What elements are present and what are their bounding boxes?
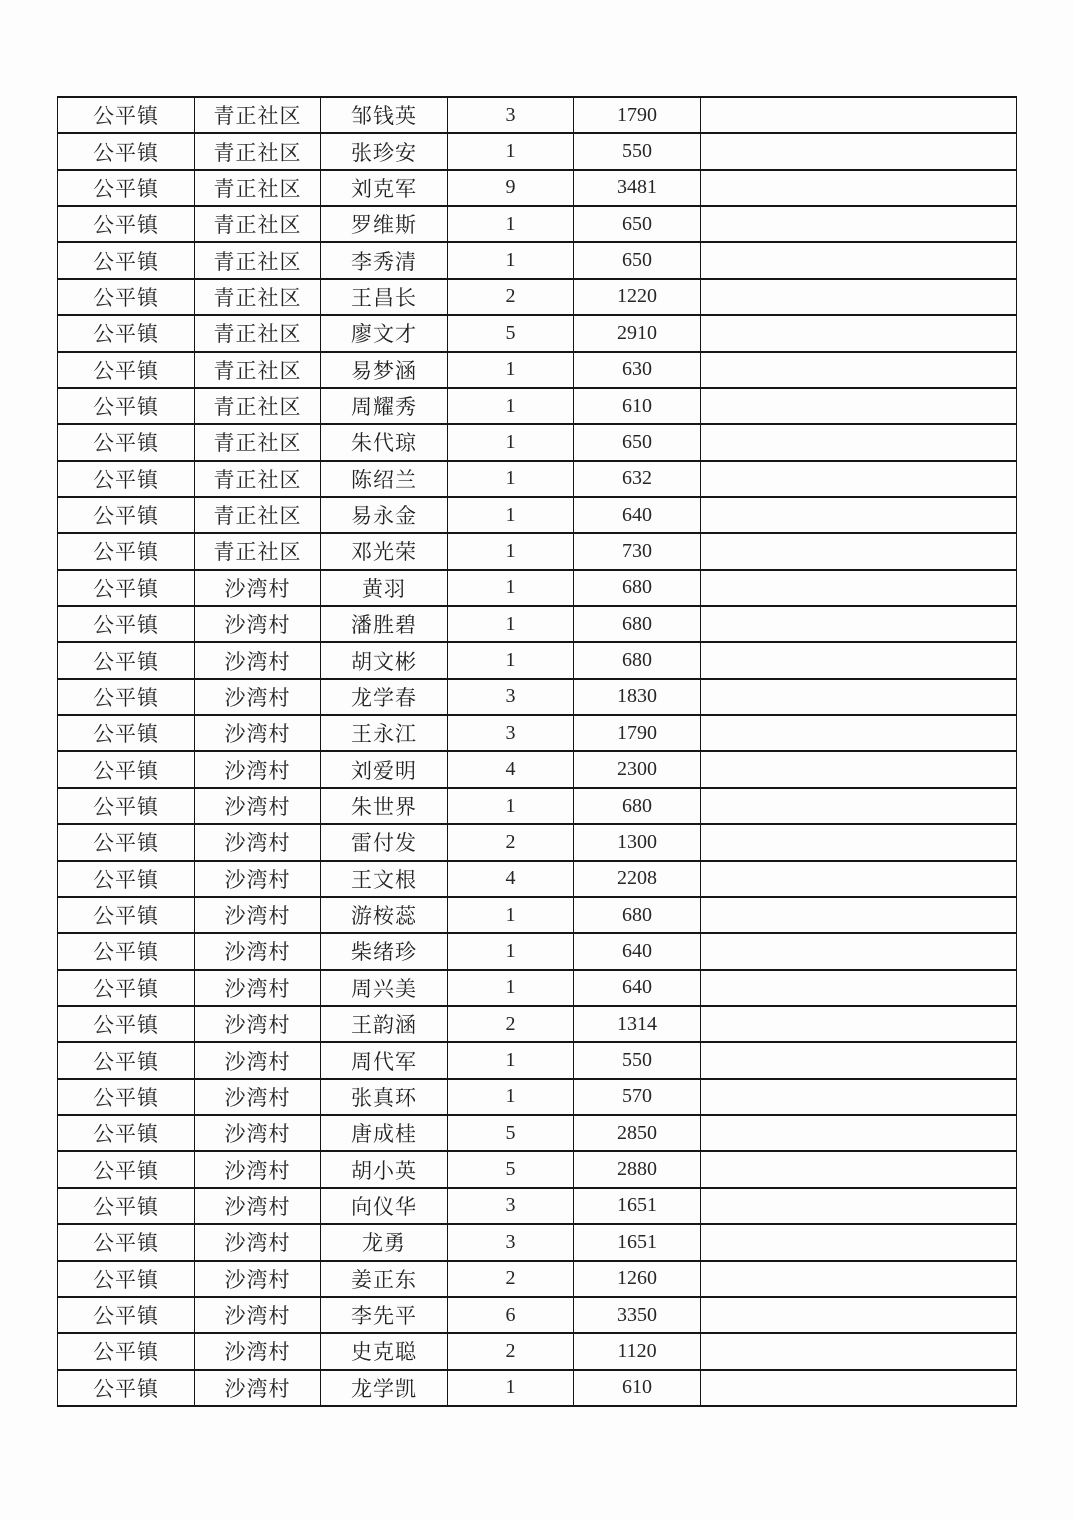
town-cell: 公平镇 — [58, 1297, 195, 1333]
amount-cell: 650 — [574, 424, 701, 460]
note-cell — [701, 715, 1017, 751]
amount-cell: 570 — [574, 1079, 701, 1115]
amount-cell: 2910 — [574, 315, 701, 351]
note-cell — [701, 933, 1017, 969]
table-row — [58, 642, 1017, 678]
amount-cell: 550 — [574, 133, 701, 169]
amount-cell: 610 — [574, 1370, 701, 1406]
town-cell: 公平镇 — [58, 933, 195, 969]
note-cell — [701, 1333, 1017, 1369]
amount-cell: 1651 — [574, 1188, 701, 1224]
town-cell: 公平镇 — [58, 242, 195, 278]
count-cell: 1 — [448, 897, 574, 933]
count-cell: 2 — [448, 824, 574, 860]
table-row — [58, 133, 1017, 169]
community-cell: 沙湾村 — [195, 970, 321, 1006]
person-name-cell: 刘爱明 — [321, 751, 448, 787]
amount-cell: 2300 — [574, 751, 701, 787]
amount-cell: 1300 — [574, 824, 701, 860]
count-cell: 1 — [448, 970, 574, 1006]
community-cell: 沙湾村 — [195, 570, 321, 606]
note-cell — [701, 388, 1017, 424]
town-cell: 公平镇 — [58, 715, 195, 751]
person-name-cell: 龙学春 — [321, 679, 448, 715]
community-cell: 青正社区 — [195, 206, 321, 242]
amount-cell: 680 — [574, 788, 701, 824]
town-cell: 公平镇 — [58, 751, 195, 787]
amount-cell: 640 — [574, 933, 701, 969]
note-cell — [701, 1079, 1017, 1115]
person-name-cell: 黄羽 — [321, 570, 448, 606]
person-name-cell: 王永江 — [321, 715, 448, 751]
amount-cell: 640 — [574, 970, 701, 1006]
count-cell: 3 — [448, 97, 574, 133]
table-row — [58, 1261, 1017, 1297]
note-cell — [701, 279, 1017, 315]
count-cell: 4 — [448, 861, 574, 897]
count-cell: 1 — [448, 1079, 574, 1115]
amount-cell: 630 — [574, 352, 701, 388]
person-name-cell: 姜正东 — [321, 1261, 448, 1297]
person-name-cell: 邹钱英 — [321, 97, 448, 133]
table-row — [58, 824, 1017, 860]
count-cell: 3 — [448, 715, 574, 751]
community-cell: 青正社区 — [195, 315, 321, 351]
community-cell: 沙湾村 — [195, 1297, 321, 1333]
person-name-cell: 龙勇 — [321, 1224, 448, 1260]
town-cell: 公平镇 — [58, 570, 195, 606]
person-name-cell: 唐成桂 — [321, 1115, 448, 1151]
person-name-cell: 向仪华 — [321, 1188, 448, 1224]
community-cell: 青正社区 — [195, 133, 321, 169]
table-row — [58, 242, 1017, 278]
community-cell: 沙湾村 — [195, 1261, 321, 1297]
count-cell: 1 — [448, 642, 574, 678]
town-cell: 公平镇 — [58, 279, 195, 315]
count-cell: 1 — [448, 424, 574, 460]
note-cell — [701, 1006, 1017, 1042]
town-cell: 公平镇 — [58, 1224, 195, 1260]
note-cell — [701, 679, 1017, 715]
table-row — [58, 861, 1017, 897]
table-row — [58, 715, 1017, 751]
count-cell: 1 — [448, 352, 574, 388]
person-name-cell: 柴绪珍 — [321, 933, 448, 969]
town-cell: 公平镇 — [58, 424, 195, 460]
town-cell: 公平镇 — [58, 1006, 195, 1042]
amount-cell: 730 — [574, 533, 701, 569]
amount-cell: 2208 — [574, 861, 701, 897]
note-cell — [701, 1370, 1017, 1406]
person-name-cell: 龙学凯 — [321, 1370, 448, 1406]
table-row — [58, 570, 1017, 606]
amount-cell: 640 — [574, 497, 701, 533]
table-row — [58, 606, 1017, 642]
person-name-cell: 游桉蕊 — [321, 897, 448, 933]
person-name-cell: 邓光荣 — [321, 533, 448, 569]
table-row — [58, 1333, 1017, 1369]
table-row — [58, 679, 1017, 715]
community-cell: 青正社区 — [195, 497, 321, 533]
community-cell: 青正社区 — [195, 352, 321, 388]
table-row — [58, 1151, 1017, 1187]
table-row — [58, 933, 1017, 969]
person-name-cell: 张珍安 — [321, 133, 448, 169]
town-cell: 公平镇 — [58, 1333, 195, 1369]
note-cell — [701, 788, 1017, 824]
note-cell — [701, 1224, 1017, 1260]
table-row — [58, 1006, 1017, 1042]
town-cell: 公平镇 — [58, 824, 195, 860]
person-name-cell: 朱世界 — [321, 788, 448, 824]
town-cell: 公平镇 — [58, 352, 195, 388]
community-cell: 沙湾村 — [195, 788, 321, 824]
person-name-cell: 周耀秀 — [321, 388, 448, 424]
person-name-cell: 廖文才 — [321, 315, 448, 351]
town-cell: 公平镇 — [58, 606, 195, 642]
community-cell: 沙湾村 — [195, 1224, 321, 1260]
amount-cell: 1790 — [574, 715, 701, 751]
town-cell: 公平镇 — [58, 1079, 195, 1115]
note-cell — [701, 315, 1017, 351]
amount-cell: 1314 — [574, 1006, 701, 1042]
table-row — [58, 170, 1017, 206]
note-cell — [701, 1188, 1017, 1224]
note-cell — [701, 133, 1017, 169]
amount-cell: 1220 — [574, 279, 701, 315]
note-cell — [701, 97, 1017, 133]
table-row — [58, 1042, 1017, 1078]
table-row — [58, 1188, 1017, 1224]
note-cell — [701, 970, 1017, 1006]
count-cell: 4 — [448, 751, 574, 787]
community-cell: 青正社区 — [195, 97, 321, 133]
note-cell — [701, 1115, 1017, 1151]
count-cell: 1 — [448, 388, 574, 424]
count-cell: 1 — [448, 497, 574, 533]
table-row — [58, 424, 1017, 460]
town-cell: 公平镇 — [58, 788, 195, 824]
town-cell: 公平镇 — [58, 679, 195, 715]
town-cell: 公平镇 — [58, 1370, 195, 1406]
town-cell: 公平镇 — [58, 1261, 195, 1297]
person-name-cell: 胡文彬 — [321, 642, 448, 678]
table-row — [58, 970, 1017, 1006]
note-cell — [701, 461, 1017, 497]
table-row — [58, 897, 1017, 933]
amount-cell: 1120 — [574, 1333, 701, 1369]
amount-cell: 2880 — [574, 1151, 701, 1187]
count-cell: 9 — [448, 170, 574, 206]
table-row — [58, 461, 1017, 497]
person-name-cell: 罗维斯 — [321, 206, 448, 242]
amount-cell: 680 — [574, 642, 701, 678]
community-cell: 沙湾村 — [195, 1370, 321, 1406]
town-cell: 公平镇 — [58, 970, 195, 1006]
count-cell: 2 — [448, 1333, 574, 1369]
amount-cell: 610 — [574, 388, 701, 424]
note-cell — [701, 606, 1017, 642]
table-row — [58, 206, 1017, 242]
community-cell: 青正社区 — [195, 242, 321, 278]
note-cell — [701, 1261, 1017, 1297]
count-cell: 1 — [448, 206, 574, 242]
person-name-cell: 胡小英 — [321, 1151, 448, 1187]
count-cell: 1 — [448, 788, 574, 824]
community-cell: 沙湾村 — [195, 1333, 321, 1369]
count-cell: 1 — [448, 533, 574, 569]
table-row — [58, 388, 1017, 424]
person-name-cell: 朱代琼 — [321, 424, 448, 460]
amount-cell: 1651 — [574, 1224, 701, 1260]
count-cell: 1 — [448, 242, 574, 278]
town-cell: 公平镇 — [58, 1042, 195, 1078]
town-cell: 公平镇 — [58, 97, 195, 133]
community-cell: 沙湾村 — [195, 606, 321, 642]
table-row — [58, 1297, 1017, 1333]
note-cell — [701, 206, 1017, 242]
table-row — [58, 315, 1017, 351]
table-row — [58, 1224, 1017, 1260]
table-row — [58, 352, 1017, 388]
table-row — [58, 97, 1017, 133]
person-name-cell: 周代军 — [321, 1042, 448, 1078]
count-cell: 5 — [448, 1115, 574, 1151]
person-name-cell: 周兴美 — [321, 970, 448, 1006]
town-cell: 公平镇 — [58, 897, 195, 933]
person-name-cell: 易永金 — [321, 497, 448, 533]
count-cell: 3 — [448, 679, 574, 715]
count-cell: 1 — [448, 1370, 574, 1406]
note-cell — [701, 533, 1017, 569]
table-row — [58, 497, 1017, 533]
count-cell: 1 — [448, 461, 574, 497]
amount-cell: 650 — [574, 242, 701, 278]
note-cell — [701, 1042, 1017, 1078]
town-cell: 公平镇 — [58, 1115, 195, 1151]
count-cell: 5 — [448, 1151, 574, 1187]
community-cell: 沙湾村 — [195, 679, 321, 715]
count-cell: 1 — [448, 606, 574, 642]
person-name-cell: 李秀清 — [321, 242, 448, 278]
note-cell — [701, 1297, 1017, 1333]
town-cell: 公平镇 — [58, 1188, 195, 1224]
person-name-cell: 陈绍兰 — [321, 461, 448, 497]
person-name-cell: 李先平 — [321, 1297, 448, 1333]
table-row — [58, 1079, 1017, 1115]
count-cell: 3 — [448, 1224, 574, 1260]
note-cell — [701, 424, 1017, 460]
table-row — [58, 1370, 1017, 1406]
amount-cell: 680 — [574, 570, 701, 606]
table-row — [58, 1115, 1017, 1151]
community-cell: 青正社区 — [195, 279, 321, 315]
town-cell: 公平镇 — [58, 1151, 195, 1187]
community-cell: 沙湾村 — [195, 933, 321, 969]
community-cell: 青正社区 — [195, 533, 321, 569]
note-cell — [701, 897, 1017, 933]
amount-cell: 1260 — [574, 1261, 701, 1297]
count-cell: 3 — [448, 1188, 574, 1224]
count-cell: 2 — [448, 279, 574, 315]
note-cell — [701, 861, 1017, 897]
community-cell: 沙湾村 — [195, 1042, 321, 1078]
town-cell: 公平镇 — [58, 642, 195, 678]
town-cell: 公平镇 — [58, 861, 195, 897]
count-cell: 1 — [448, 133, 574, 169]
community-cell: 沙湾村 — [195, 1006, 321, 1042]
person-name-cell: 刘克军 — [321, 170, 448, 206]
table-row — [58, 279, 1017, 315]
count-cell: 1 — [448, 933, 574, 969]
table-row — [58, 533, 1017, 569]
community-cell: 沙湾村 — [195, 642, 321, 678]
amount-cell: 632 — [574, 461, 701, 497]
community-cell: 沙湾村 — [195, 715, 321, 751]
person-name-cell: 易梦涵 — [321, 352, 448, 388]
community-cell: 沙湾村 — [195, 1151, 321, 1187]
note-cell — [701, 1151, 1017, 1187]
note-cell — [701, 170, 1017, 206]
town-cell: 公平镇 — [58, 388, 195, 424]
amount-cell: 550 — [574, 1042, 701, 1078]
count-cell: 1 — [448, 570, 574, 606]
person-name-cell: 史克聪 — [321, 1333, 448, 1369]
roster-table — [57, 96, 1017, 1407]
note-cell — [701, 352, 1017, 388]
town-cell: 公平镇 — [58, 533, 195, 569]
community-cell: 沙湾村 — [195, 1188, 321, 1224]
community-cell: 青正社区 — [195, 461, 321, 497]
town-cell: 公平镇 — [58, 133, 195, 169]
town-cell: 公平镇 — [58, 315, 195, 351]
town-cell: 公平镇 — [58, 461, 195, 497]
note-cell — [701, 824, 1017, 860]
count-cell: 6 — [448, 1297, 574, 1333]
amount-cell: 3481 — [574, 170, 701, 206]
community-cell: 沙湾村 — [195, 824, 321, 860]
community-cell: 沙湾村 — [195, 897, 321, 933]
note-cell — [701, 242, 1017, 278]
person-name-cell: 张真环 — [321, 1079, 448, 1115]
town-cell: 公平镇 — [58, 206, 195, 242]
person-name-cell: 雷付发 — [321, 824, 448, 860]
person-name-cell: 潘胜碧 — [321, 606, 448, 642]
community-cell: 青正社区 — [195, 388, 321, 424]
amount-cell: 680 — [574, 606, 701, 642]
table-row — [58, 751, 1017, 787]
amount-cell: 680 — [574, 897, 701, 933]
person-name-cell: 王昌长 — [321, 279, 448, 315]
table-row — [58, 788, 1017, 824]
count-cell: 2 — [448, 1261, 574, 1297]
community-cell: 沙湾村 — [195, 1079, 321, 1115]
community-cell: 沙湾村 — [195, 861, 321, 897]
amount-cell: 650 — [574, 206, 701, 242]
amount-cell: 1830 — [574, 679, 701, 715]
count-cell: 1 — [448, 1042, 574, 1078]
roster-table-body — [58, 97, 1017, 1406]
amount-cell: 1790 — [574, 97, 701, 133]
count-cell: 2 — [448, 1006, 574, 1042]
town-cell: 公平镇 — [58, 170, 195, 206]
note-cell — [701, 570, 1017, 606]
person-name-cell: 王韵涵 — [321, 1006, 448, 1042]
community-cell: 沙湾村 — [195, 1115, 321, 1151]
person-name-cell: 王文根 — [321, 861, 448, 897]
note-cell — [701, 751, 1017, 787]
note-cell — [701, 497, 1017, 533]
community-cell: 沙湾村 — [195, 751, 321, 787]
amount-cell: 2850 — [574, 1115, 701, 1151]
note-cell — [701, 642, 1017, 678]
town-cell: 公平镇 — [58, 497, 195, 533]
community-cell: 青正社区 — [195, 170, 321, 206]
amount-cell: 3350 — [574, 1297, 701, 1333]
community-cell: 青正社区 — [195, 424, 321, 460]
count-cell: 5 — [448, 315, 574, 351]
